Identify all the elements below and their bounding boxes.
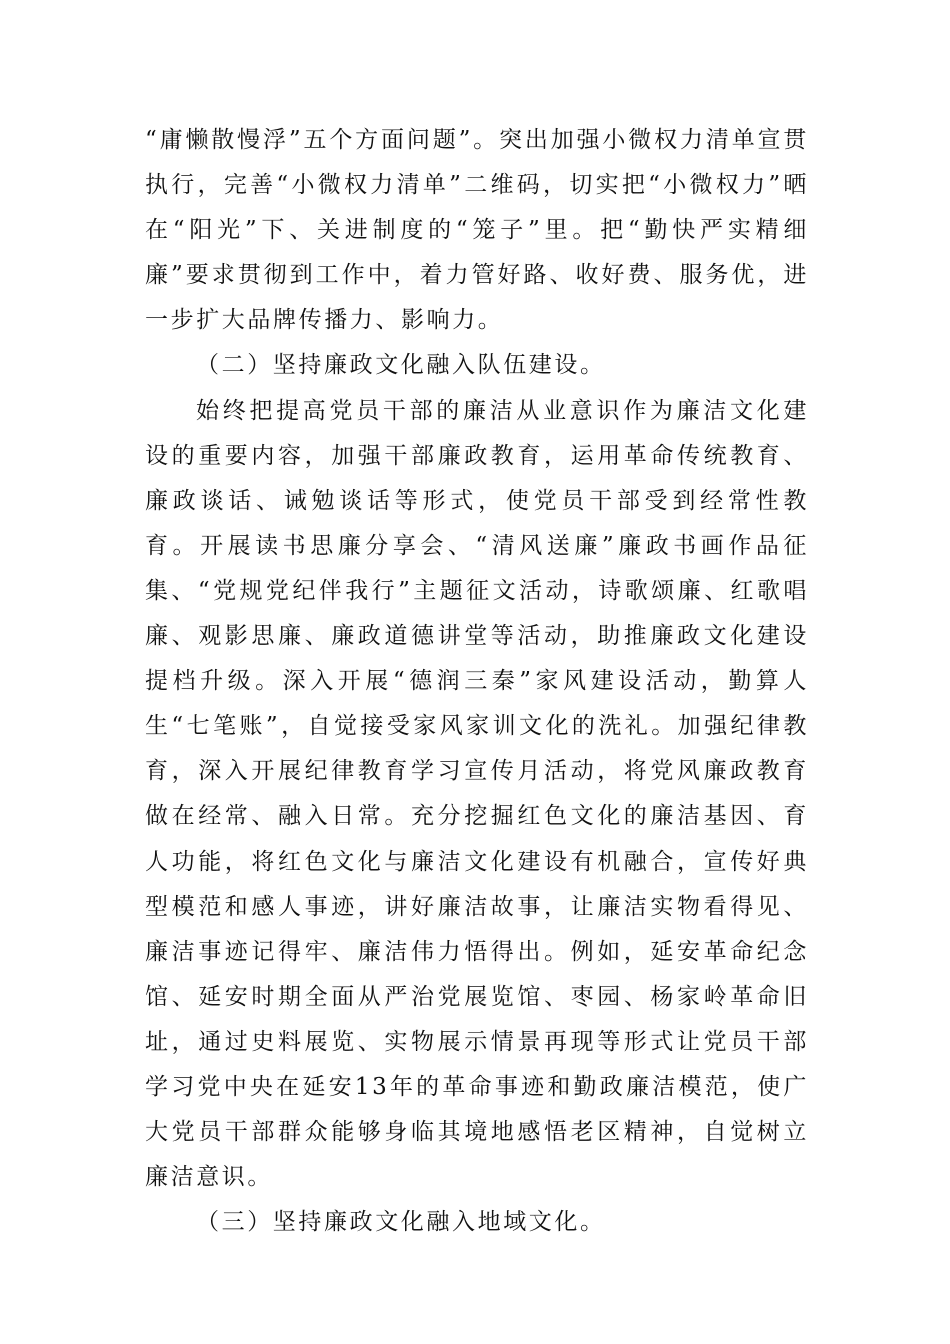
section-heading-three: （三）坚持廉政文化融入地域文化。	[196, 1209, 606, 1236]
section-heading-two: （二）坚持廉政文化融入队伍建设。	[196, 352, 606, 379]
document-body	[145, 118, 809, 1245]
paragraph-team-building: 始终把提高党员干部的廉洁从业意识作为廉洁文化建设的重要内容，加强干部廉政教育，运用革命传统教育、廉政谈话、诫勉谈话等形式，使党员干部受到经常性教育。开展读书思廉分享会、“清风送廉”廉政书画作品征集、“党规党纪伴我行”主题征文活动，诗歌颂廉、红歌唱廉、观影思廉、廉政道德讲堂等活动，助推廉政文化建设提档升级。深入开展“德润三秦”家风建设活动，勤算人生“七笔账”，自觉接受家风家训文化的洗礼。加强纪律教育，深入开展纪律教育学习宣传月活动，将党风廉政教育做在经常、融入日常。充分挖掘红色文化的廉洁基因、育人功能，将红色文化与廉洁文化建设有机融合，宣传好典型模范和感人事迹，讲好廉洁故事，让廉洁实物看得见、廉洁事迹记得牢、廉洁伟力悟得出。例如，延安革命纪念馆、延安时期全面从严治党展览馆、枣园、杨家岭革命旧址，通过史料展览、实物展示情景再现等形式让党员干部学习党中央在延安13年的革命事迹和勤政廉洁模范，使广大党员干部群众能够身临其境地感悟老区精神，自觉树立廉洁意识。	[145, 397, 809, 1191]
paragraph-continuation: “庸懒散慢浮”五个方面问题”。突出加强小微权力清单宣贯执行，完善“小微权力清单”二维码，切实把“小微权力”晒在“阳光”下、关进制度的“笼子”里。把“勤快严实精细廉”要求贯彻到工作中，着力管好路、收好费、服务优，进一步扩大品牌传播力、影响力。	[145, 127, 809, 334]
